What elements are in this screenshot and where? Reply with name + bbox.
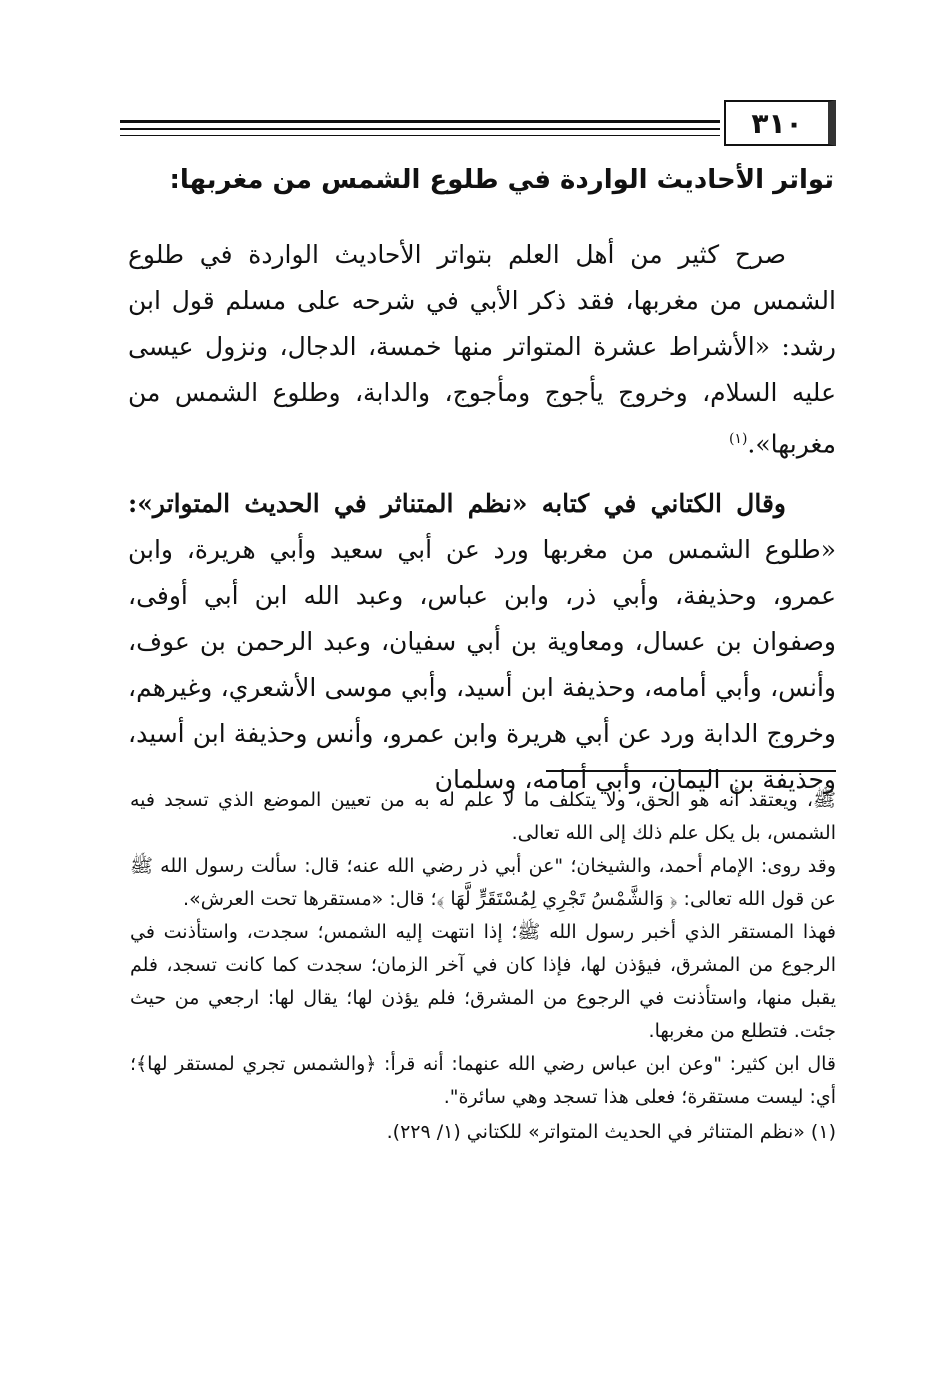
footnote-reference: (١) «نظم المتناثر في الحديث المتواتر» للكتاني (١/ ٢٢٩).: [386, 1121, 836, 1143]
paragraph-2: [128, 481, 836, 803]
footnote-separator: [546, 770, 836, 772]
footnote-ref: (١): [728, 431, 748, 447]
section-heading: تواتر الأحاديث الواردة في طلوع الشمس من مغربها:: [169, 165, 834, 195]
header-rule: [120, 120, 720, 123]
paragraph-1-text: صرح كثير من أهل العلم بتواتر الأحاديث الواردة في طلوع الشمس من مغربها، فقد ذكر الأبي في شرحه على مسلم قول ابن رشد: «الأشراط عشرة المتواتر منها خمسة، الدجال، ونزول عيسى عليه السلام، وخروج يأجوج ومأجوج، والدابة، وطلوع الشمس من مغربها».: [128, 240, 836, 459]
header-rule: [120, 128, 720, 130]
footnote-line: وقد روى: الإمام أحمد، والشيخان؛ "عن أبي ذر رضي الله عنه؛ قال: سألت رسول الله ﷺ عن قول الله تعالى: ﴿ وَالشَّمْسُ تَجْرِي لِمُسْتَقَرٍّ لَّهَا ﴾؛ قال: «مستقرها تحت العرش».: [130, 855, 836, 910]
paragraph-1: [128, 232, 836, 467]
footnote-line: ﷺ، ويعتقد أنه هو الحق، ولا يتكلف ما لا علم له به من تعيين الموضع الذي تسجد فيه الشمس، بل يكل علم ذلك إلى الله تعالى.: [130, 789, 836, 844]
footnotes: [130, 784, 836, 1149]
main-text: [128, 232, 836, 803]
paragraph-2-text: «طلوع الشمس من مغربها ورد عن أبي سعيد وأبي هريرة، وابن عمرو، وحذيفة، وأبي ذر، وابن عباس، وعبد الله ابن أبي أوفى، وصفوان بن عسال، ومعاوية بن أبي سفيان، وعبد الرحمن بن عوف، وأنس، وأبي أمامه، وحذيفة ابن أسيد، وأبي موسى الأشعري، وغيرهم، وخروج الدابة ورد عن أبي هريرة وابن عمرو، وأنس وحذيفة ابن أسيد، وحذيفة بن اليمان، وأبي أمامه، وسلمان: [128, 535, 836, 795]
paragraph-2-lead: وقال الكتاني في كتابه «نظم المتناثر في الحديث المتواتر»:: [128, 489, 786, 519]
footnote-line: قال ابن كثير: "وعن ابن عباس رضي الله عنهما: أنه قرأ: ﴿والشمس تجري لمستقر لها﴾؛ أي: ليست مستقرة؛ فعلى هذا تسجد وهي سائرة".: [130, 1053, 836, 1108]
page-header: [120, 100, 836, 146]
header-rule: [120, 135, 720, 136]
footnote-line: فهذا المستقر الذي أخبر رسول الله ﷺ؛ إذا انتهت إليه الشمس؛ سجدت، واستأذنت في الرجوع من المشرق، فيؤذن لها، فإذا كان في آخر الزمان؛ سجدت كما كانت تسجد، فلم يقبل منها، واستأذنت في الرجوع من المشرق؛ فلم يؤذن لها؛ يقال لها: ارجعي من حيث جئت. فتطلع من مغربها.: [130, 921, 836, 1042]
page-number: ٣١٠: [724, 100, 836, 146]
